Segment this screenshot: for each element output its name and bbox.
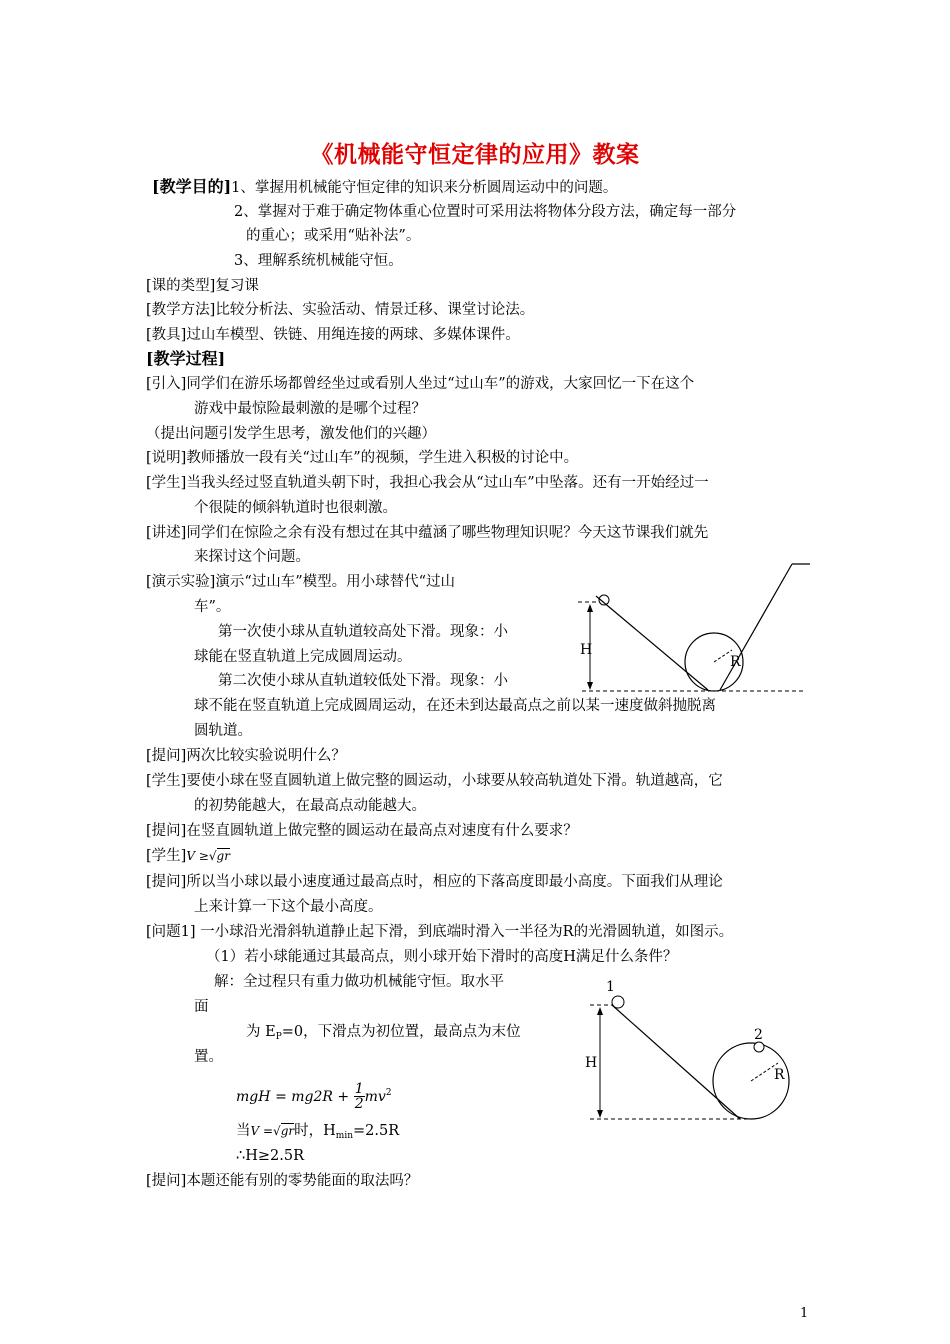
student-line-1b: 个很陡的倾斜轨道时也很刺激。	[194, 500, 397, 516]
ask-line-3b: 上来计算一下这个最小高度。	[194, 899, 383, 915]
student-line-3: [学生]V ≥√gr	[146, 848, 230, 864]
fig2-h-label: H	[585, 1055, 598, 1071]
teaching-method: [教学方法]比较分析法、实验活动、情景迁移、课堂讨论法。	[146, 302, 535, 318]
demo-line-4: 球能在竖直轨道上完成圆周运动。	[194, 649, 412, 665]
fig1-r-label: R	[730, 654, 741, 670]
goal-3: 3、理解系统机械能守恒。	[234, 253, 403, 269]
exit-track	[720, 564, 792, 690]
fig1-h-label: H	[580, 642, 593, 658]
ask-line-3a: [提问]所以当小球以最小速度通过最高点时，相应的下落高度即最小高度。下面我们从理论	[146, 874, 723, 890]
figure-roller-coaster-1	[572, 556, 832, 706]
v-ge-formula: V ≥√gr	[186, 849, 230, 863]
fig2-r-label: R	[774, 1067, 785, 1083]
energy-equation: mgH = mg2R + $\frac{1}{2}$ $mv^2$	[236, 1081, 392, 1113]
ask-line-1: [提问]两次比较实验说明什么？	[146, 748, 346, 764]
solution-line-1: 解：全过程只有重力做功机械能守恒。取水平	[214, 974, 504, 990]
figure-roller-coaster-2	[580, 975, 810, 1135]
solution-line-2: 面	[194, 999, 209, 1015]
teaching-tools: [教具]过山车模型、铁链、用绳连接的两球、多媒体课件。	[146, 327, 520, 343]
process-label: [教学过程]	[146, 349, 226, 368]
ask-line-4: [提问]本题还能有别的零势能面的取法吗？	[146, 1173, 419, 1189]
hmin-line: 当V =√gr时，$H_{min}=2.5R$	[236, 1123, 400, 1141]
goal-1: 1、掌握用机械能守恒定律的知识来分析圆周运动中的问题。	[231, 180, 618, 196]
lesson-type: [课的类型]复习课	[146, 278, 259, 294]
intro-note: （提出问题引发学生思考，激发他们的兴趣）	[146, 426, 436, 442]
intro-line-2: 游戏中最惊险最刺激的是哪个过程？	[194, 401, 426, 417]
demo-line-1: [演示实验]演示“过山车”模型。用小球替代“过山	[146, 574, 456, 590]
problem-1: [问题1] 一小球沿光滑斜轨道静止起下滑，到底端时滑入一半径为R的光滑圆轨道，如图示。	[146, 924, 734, 940]
goals-label: [教学目的]	[152, 177, 232, 196]
incline-track	[596, 596, 708, 690]
page-number: 1	[800, 1306, 809, 1321]
incline-track	[612, 1005, 740, 1119]
page-title: 《机械能守恒定律的应用》教案	[310, 141, 640, 168]
demo-line-7: 圆轨道。	[194, 723, 252, 739]
student-line-2a: [学生]要使小球在竖直圆轨道上做完整的圆运动，小球要从较高轨道处下滑。轨道越高，它	[146, 773, 723, 789]
solution-line-4: 置。	[194, 1049, 223, 1065]
intro-line-1: [引入]同学们在游乐场都曾经坐过或看别人坐过“过山车”的游戏，大家回忆一下在这个	[146, 376, 695, 392]
demo-line-6: 球不能在竖直轨道上完成圆周运动，在还未到达最高点之前以某一速度做斜抛脱离	[194, 698, 716, 714]
demo-line-3: 第一次使小球从直轨道较高处下滑。现象：小	[218, 624, 508, 640]
goal-2b: 的重心；或采用“贴补法”。	[246, 228, 421, 244]
demo-line-5: 第二次使小球从直轨道较低处下滑。现象：小	[218, 673, 508, 689]
narrate-line-1: [讲述]同学们在惊险之余有没有想过在其中蕴涵了哪些物理知识呢？今天这节课我们就先	[146, 525, 709, 541]
student-line-1a: [学生]当我头经过竖直轨道头朝下时，我担心我会从“过山车”中坠落。还有一开始经过一	[146, 475, 709, 491]
fig2-point-2-label: 2	[754, 1027, 763, 1043]
solution-line-3: 为 $E_P=0$，下滑点为初位置，最高点为末位	[246, 1024, 521, 1042]
ball-top	[754, 1042, 764, 1052]
problem-1-part-1: （1）若小球能通过其最高点，则小球开始下滑时的高度H满足什么条件？	[206, 949, 678, 965]
fig2-point-1-label: 1	[606, 979, 615, 995]
half-fraction: $\frac{1}{2}$	[354, 1081, 364, 1113]
goals-line-1	[152, 177, 617, 198]
goal-2a: 2、掌握对于难于确定物体重心位置时可采用法将物体分段方法，确定每一部分	[234, 204, 737, 220]
conclusion: ∴H≥2.5R	[236, 1148, 304, 1164]
demo-line-2: 车”。	[194, 599, 231, 615]
ask-line-2: [提问]在竖直圆轨道上做完整的圆运动在最高点对速度有什么要求？	[146, 823, 578, 839]
narrate-line-2: 来探讨这个问题。	[194, 549, 310, 565]
explain-line: [说明]教师播放一段有关“过山车”的视频，学生进入积极的讨论中。	[146, 450, 579, 466]
student-line-2b: 的初势能越大，在最高点动能越大。	[194, 798, 426, 814]
